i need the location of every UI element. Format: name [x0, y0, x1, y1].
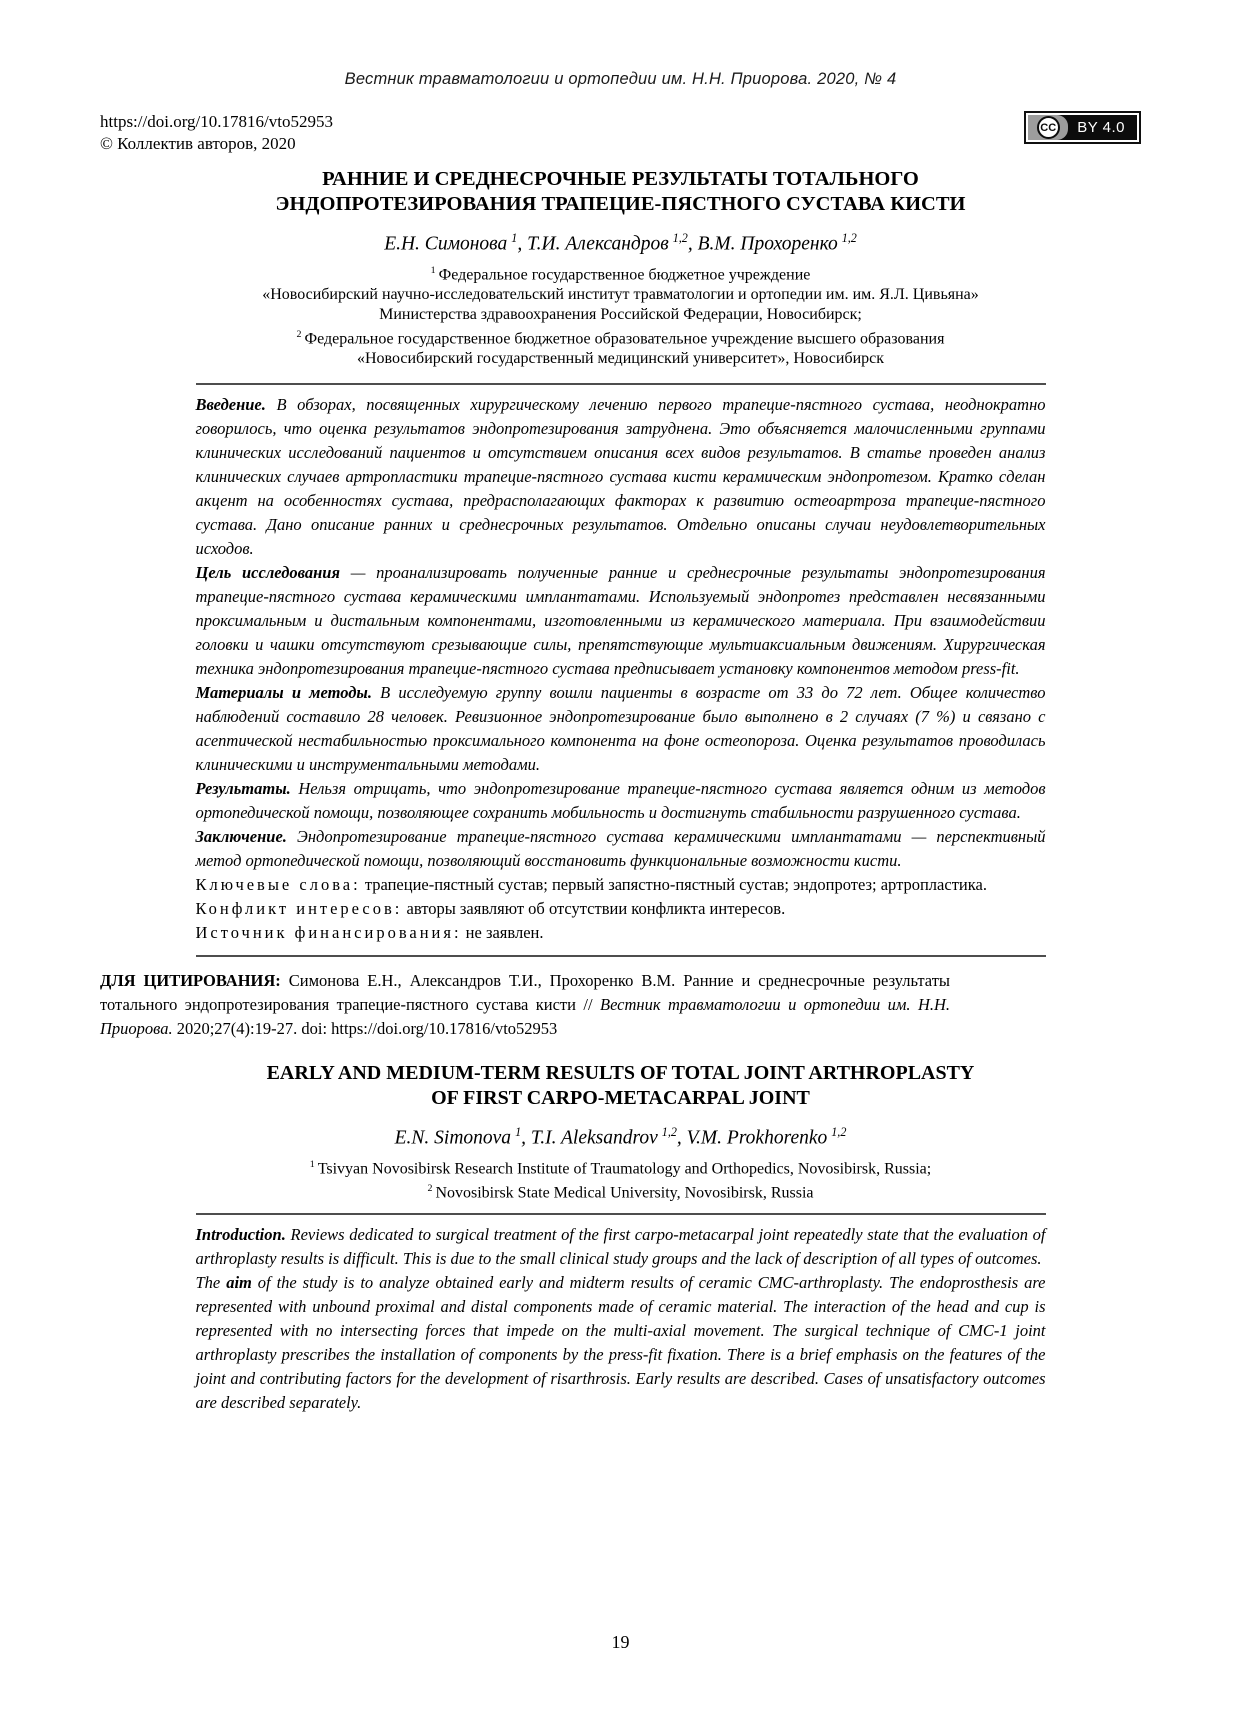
- author-affiliation-marker: 1,2: [661, 1125, 677, 1140]
- funding-text: не заявлен.: [465, 923, 544, 943]
- cc-license-badge: [1024, 111, 1141, 144]
- cc-icon: [1028, 115, 1068, 140]
- abstract-paragraph-aim-en: [196, 1271, 1046, 1415]
- cc-license-label: BY 4.0: [1077, 119, 1125, 136]
- keywords-label: Ключевые слова:: [195, 875, 361, 895]
- affiliation-text: Tsivyan Novosibirsk Research Institute of Traumatology and Orthopedics, Novosibirsk, Russia;: [317, 1159, 932, 1177]
- author: E.N. Simonova: [394, 1127, 512, 1149]
- author-affiliation-marker: 1,2: [672, 231, 688, 245]
- abstract-text: — проанализировать полученные ранние и среднесрочные результаты эндопротезирования трапецие-пястного сустава керамическими имплантатами. Используемый эндопротез представлен несвязанными проксимальным и дистальным компонентами, изготовленными из керамического материала. При взаимодействии головки и чашки отсутствуют срезывающие силы, препятствующие мультиаксиальным движениям. Хирургическая техника эндопротезирования трапецие-пястного сустава предписывает установку компонентов методом press-fit.: [195, 563, 1046, 679]
- cc-circle-text: CC: [1037, 116, 1060, 139]
- affiliation-line: [100, 305, 1141, 325]
- affiliations-en: [100, 1155, 1141, 1204]
- abstract-ru: [196, 383, 1046, 957]
- cc-badge-bar: [1028, 115, 1137, 140]
- affiliation-text: Novosibirsk State Medical University, Novosibirsk, Russia: [435, 1184, 814, 1202]
- affiliation-line: [100, 1155, 1141, 1179]
- conflict-of-interest-line: [196, 897, 1046, 921]
- abstract-label: Заключение.: [195, 827, 287, 847]
- affiliation-marker: 1: [430, 264, 436, 276]
- abstract-text: В обзорах, посвященных хирургическому лечению первого трапецие-пястного сустава, неоднократно говорилось, что оценка результатов эндопротезирования затруднена. Это объясняется малочисленными группами клинических исследований пациентов и отсутствием описания всех видов результатов. В статье проведен анализ клинических случаев артропластики трапецие-пястного сустава кисти керамическим эндопротезом. Кратко сделан акцент на особенностях сустава, предрасполагающих факторах к развитию остеоартроза трапецие-пястного сустава. Дано описание ранних и среднесрочных результатов. Отдельно описаны случаи неудовлетворительных исходов.: [195, 395, 1046, 559]
- doi-line: https://doi.org/10.17816/vto52953: [100, 112, 333, 131]
- abstract-label: Результаты.: [195, 779, 291, 799]
- abstract-label: Материалы и методы.: [195, 683, 372, 703]
- abstract-text: В исследуемую группу вошли пациенты в возрасте от 33 до 72 лет. Общее количество наблюдений составило 28 человек. Ревизионное эндопротезирование было выполнено в 2 случаях (7 %) и связано с асептической нестабильностью проксимального компонента на фоне остеопороза. Оценка результатов проводилась клиническими и инструментальными методами.: [195, 683, 1046, 775]
- abstract-text: Reviews dedicated to surgical treatment of the first carpo-metacarpal joint repeatedly state that the evaluation of arthroplasty results is difficult. This is due to the small clinical study groups and the lack of description of all types of outcomes.: [195, 1225, 1046, 1269]
- abstract-aim-word: aim: [226, 1273, 252, 1293]
- abstract-en: [196, 1213, 1046, 1415]
- affiliations-ru: [100, 261, 1141, 370]
- author: Е.Н. Симонова: [384, 233, 508, 255]
- affiliation-line: [100, 285, 1141, 305]
- affiliation-line: [100, 325, 1141, 349]
- abstract-paragraph-aim: [196, 561, 1046, 681]
- article-title-ru: [100, 167, 1141, 217]
- affiliation-line: [100, 1179, 1141, 1203]
- author-separator: ,: [521, 1127, 531, 1149]
- keywords-text: трапецие-пястный сустав; первый запястно-пястный сустав; эндопротез; артропластика.: [364, 875, 987, 895]
- author-separator: ,: [676, 1127, 687, 1149]
- keywords-line: [196, 873, 1046, 897]
- affiliation-marker: 2: [296, 328, 302, 340]
- funding-label: Источник финансирования:: [195, 923, 462, 943]
- affiliation-text: Министерства здравоохранения Российской Федерации, Новосибирск;: [379, 305, 862, 323]
- page-number: 19: [611, 1632, 630, 1652]
- article-title-en-line2: OF FIRST CARPO-METACARPAL JOINT: [431, 1087, 810, 1110]
- author-affiliation-marker: 1: [511, 231, 518, 245]
- conflict-text: авторы заявляют об отсутствии конфликта интересов.: [406, 899, 786, 919]
- citation-label: ДЛЯ ЦИТИРОВАНИЯ:: [100, 971, 281, 991]
- article-title-en: [100, 1061, 1141, 1111]
- author-separator: ,: [517, 233, 528, 255]
- affiliation-text: Федеральное государственное бюджетное учреждение: [438, 265, 811, 283]
- author-affiliation-marker: 1: [515, 1125, 522, 1140]
- article-title-ru-line2: ЭНДОПРОТЕЗИРОВАНИЯ ТРАПЕЦИЕ-ПЯСТНОГО СУСТАВА КИСТИ: [275, 193, 966, 215]
- citation-journal-name: Вестник травматологии и ортопедии им. Н.Н. Приорова.: [100, 995, 951, 1039]
- abstract-paragraph-results: [196, 777, 1046, 825]
- author: V.M. Prokhorenko: [686, 1127, 828, 1149]
- authors-ru: [100, 226, 1141, 257]
- abstract-label: Цель исследования: [195, 563, 340, 583]
- author: В.М. Прохоренко: [697, 233, 838, 255]
- citation-text: Симонова Е.Н., Александров Т.И., Прохоренко В.М. Ранние и среднесрочные результаты тотального эндопротезирования трапецие-пястного сустава кисти //: [100, 971, 951, 1015]
- author: Т.И. Александров: [527, 233, 669, 255]
- abstract-text: of the study is to analyze obtained early and midterm results of ceramic CMC-arthroplasty. The endoprosthesis are represented with unbound proximal and distal components made of ceramic material. The interaction of the head and cup is represented with no intersecting forces that impede on the multi-axial movement. The surgical technique of CMC-1 joint arthroplasty prescribes the installation of components by the press-fit fixation. There is a brief emphasis on the features of the joint and contributing factors for the development of risarthrosis. Early results are described. Cases of unsatisfactory outcomes are described separately.: [195, 1273, 1046, 1413]
- abstract-text: Эндопротезирование трапецие-пястного сустава керамическими имплантатами — перспективный метод ортопедической помощи, позволяющий восстановить функциональные возможности кисти.: [195, 827, 1046, 871]
- citation-issue-doi: 2020;27(4):19-27. doi: https://doi.org/10.17816/vto52953: [176, 1019, 558, 1039]
- abstract-paragraph-materials: [196, 681, 1046, 777]
- doi-copyright-block: [100, 111, 333, 155]
- affiliation-line: [100, 261, 1141, 285]
- conflict-label: Конфликт интересов:: [195, 899, 403, 919]
- abstract-text: The: [195, 1273, 221, 1293]
- affiliation-text: «Новосибирский государственный медицинский университет», Новосибирск: [356, 350, 885, 368]
- affiliation-text: «Новосибирский научно-исследовательский институт травматологии и ортопедии им. им. Я.Л. Цивьяна»: [262, 285, 979, 303]
- author-affiliation-marker: 1,2: [831, 1125, 847, 1140]
- article-title-en-line1: EARLY AND MEDIUM-TERM RESULTS OF TOTAL JOINT ARTHROPLASTY: [266, 1062, 975, 1085]
- abstract-label: Введение.: [195, 395, 266, 415]
- copyright-line: © Коллектив авторов, 2020: [100, 134, 296, 153]
- affiliation-text: Федеральное государственное бюджетное образовательное учреждение высшего образования: [304, 330, 945, 348]
- affiliation-marker: 2: [427, 1182, 433, 1194]
- funding-line: [196, 921, 1046, 945]
- running-head: Вестник травматологии и ортопедии им. Н.Н. Приорова. 2020, № 4: [344, 70, 897, 88]
- author-affiliation-marker: 1,2: [841, 231, 857, 245]
- meta-row: [100, 111, 1141, 155]
- abstract-paragraph-introduction: [196, 393, 1046, 561]
- article-title-ru-line1: РАННИЕ И СРЕДНЕСРОЧНЫЕ РЕЗУЛЬТАТЫ ТОТАЛЬНОГО: [322, 168, 919, 190]
- authors-en: [100, 1120, 1141, 1151]
- affiliation-line: [100, 349, 1141, 369]
- author: T.I. Aleksandrov: [530, 1127, 658, 1149]
- abstract-paragraph-conclusion: [196, 825, 1046, 873]
- citation-block: [100, 969, 950, 1041]
- author-separator: ,: [687, 233, 698, 255]
- affiliation-marker: 1: [309, 1158, 315, 1170]
- abstract-paragraph-introduction-en: [196, 1223, 1046, 1271]
- abstract-label: Introduction.: [195, 1225, 286, 1245]
- abstract-text: Нельзя отрицать, что эндопротезирование трапецие-пястного сустава является одним из методов ортопедической помощи, позволяющее сохранить мобильность и достигнуть стабильности разрушенного сустава.: [195, 779, 1046, 823]
